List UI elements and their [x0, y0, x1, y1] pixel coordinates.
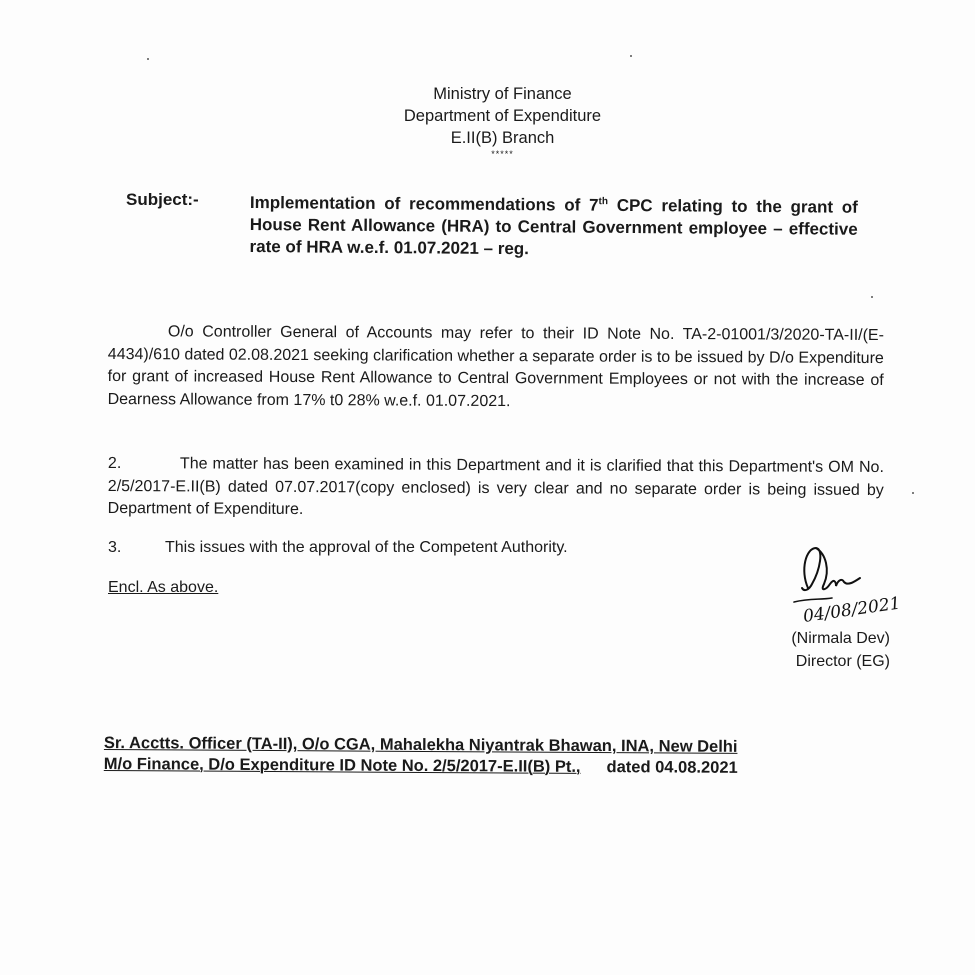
branch-name: E.II(B) Branch: [450, 129, 555, 147]
handwritten-signature: [780, 540, 930, 630]
paragraph-3-number: 3.: [108, 539, 122, 556]
scan-speck: [871, 296, 873, 298]
subject-superscript: th: [598, 196, 609, 208]
letterhead: [380, 83, 625, 159]
department-name: Department of Expenditure: [403, 107, 602, 125]
scan-speck: [147, 58, 149, 60]
subject-text-part1: Implementation of recommendations of 7: [249, 192, 599, 215]
signature-date: 04/08/2021: [801, 593, 902, 627]
id-note-date: dated 04.08.2021: [606, 758, 738, 777]
paragraph-1: O/o Controller General of Accounts may refer to their ID Note No. TA-2-01001/3/2020-TA-II/(E-4434)/610 dated 02.08.2021 seeking clarification whether a separate order is to be issued by D/o Expenditure for grant of increased House Rent Allowance to Central Government Employees or not with the increase of Dearness Allowance from 17% t0 28% w.e.f. 01.07.2021.: [107, 323, 884, 410]
paragraph-2-text: The matter has been examined in this Department and it is clarified that this Department's OM No. 2/5/2017-E.II(B) dated 07.07.2017(copy enclosed) is very clear and no separate order is being issued by Department of Expenditure.: [107, 455, 884, 519]
paragraph-2: [108, 453, 884, 525]
addressee-line: Sr. Acctts. Officer (TA-II), O/o CGA, Mahalekha Niyantrak Bhawan, INA, New Delhi: [103, 734, 738, 756]
scan-speck: [630, 55, 632, 57]
ministry-name: Ministry of Finance: [433, 85, 572, 103]
paragraph-3: [108, 537, 884, 560]
scan-speck: [912, 492, 914, 494]
footer-addressee: [104, 733, 834, 779]
id-note-line: [104, 754, 834, 779]
signatory-designation: Director (EG): [795, 652, 890, 670]
id-note-reference: M/o Finance, D/o Expenditure ID Note No. 2/5/2017-E.II(B) Pt.,: [103, 754, 581, 776]
header-stars: *****: [491, 149, 514, 159]
subject-label: Subject:-: [126, 190, 199, 209]
paragraph-2-number: 2.: [107, 454, 122, 473]
subject-text-part2: CPC relating to the grant of House Rent Allowance (HRA) to Central Government employee – effective rate of HRA w.e.f. 01.07.2021 – reg.: [249, 195, 858, 259]
signatory-name: (Nirmala Dev): [791, 630, 890, 647]
paragraph-3-text: This issues with the approval of the Competent Authority.: [165, 539, 568, 556]
subject-text: [249, 192, 857, 263]
signatory-block: [760, 628, 890, 673]
enclosure-note: Encl. As above.: [108, 579, 219, 596]
